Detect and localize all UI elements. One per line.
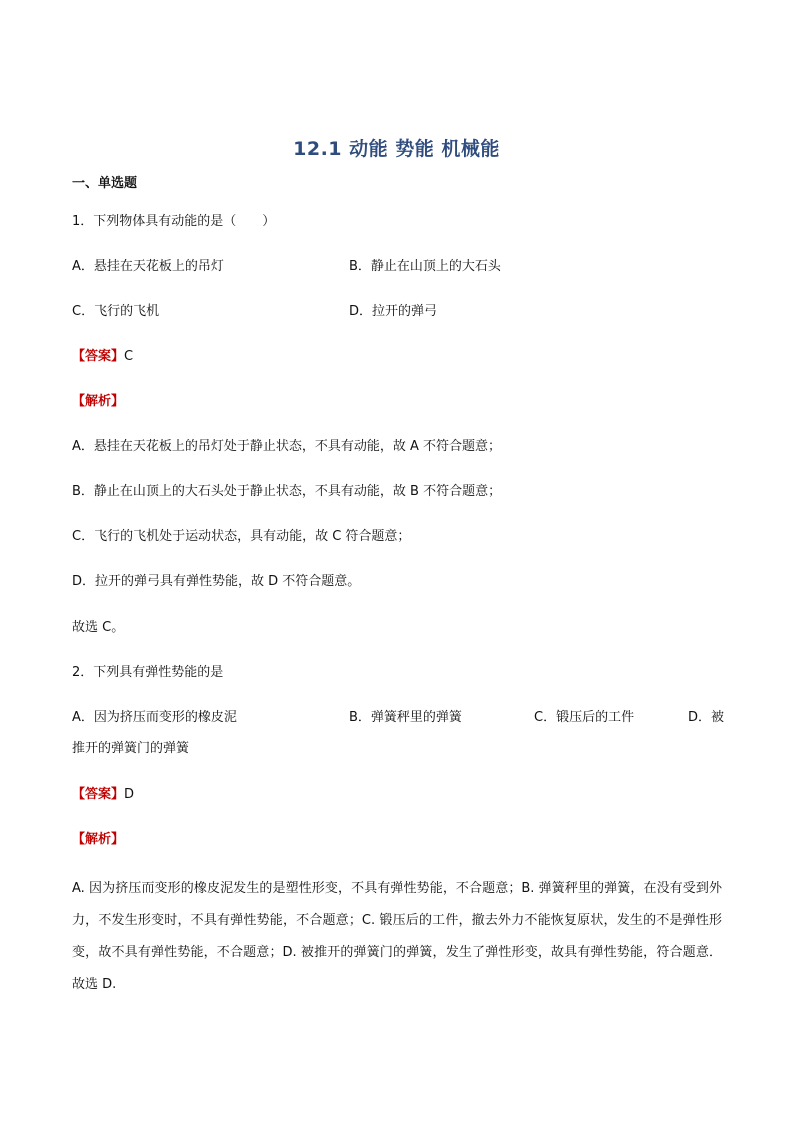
question-2-option-d-continued: 推开的弹簧门的弹簧 xyxy=(72,741,190,756)
question-2-analysis-heading xyxy=(72,831,124,849)
question-1-analysis-line: B．静止在山顶上的大石头处于静止状态，不具有动能，故 B 不符合题意； xyxy=(72,484,502,499)
section-heading: 一、单选题 xyxy=(72,176,138,191)
page-title: 12.1 动能 势能 机械能 xyxy=(293,138,500,160)
question-2-stem: 2．下列具有弹性势能的是 xyxy=(72,665,224,680)
question-1-analysis-line: C．飞行的飞机处于运动状态，具有动能，故 C 符合题意； xyxy=(72,529,411,544)
analysis-label: 【解析】 xyxy=(72,832,125,847)
question-1-option-b: B．静止在山顶上的大石头 xyxy=(349,259,501,274)
question-1-analysis-line: A．悬挂在天花板上的吊灯处于静止状态，不具有动能，故 A 不符合题意； xyxy=(72,439,502,454)
analysis-label: 【解析】 xyxy=(72,394,125,409)
answer-label: 【答案】 xyxy=(72,787,125,802)
question-2-option-c: C．锻压后的工件 xyxy=(534,710,635,725)
question-2-option-b: B．弹簧秤里的弹簧 xyxy=(349,710,462,725)
answer-label: 【答案】 xyxy=(72,349,125,364)
question-2-option-d: D．被 xyxy=(688,710,725,725)
question-2-option-a: A．因为挤压而变形的橡皮泥 xyxy=(72,710,237,725)
question-2-answer xyxy=(72,786,134,804)
question-1-answer xyxy=(72,348,133,366)
question-2-analysis-paragraph: A. 因为挤压而变形的橡皮泥发生的是塑性形变，不具有弹性势能，不合题意；B. 弹簧秤里的弹簧，在没有受到外力，不发生形变时，不具有弹性势能，不合题意；C. 锻压后的工件，撤去外力不能恢复原状，发生的不是弹性形变，故不具有弹性势能，不合题意；D. 被推开的弹簧门的弹簧，发生了弹性形变，故具有弹性势能，符合题意．故选 D. xyxy=(72,881,722,992)
question-1-conclusion: 故选 C。 xyxy=(72,620,125,635)
question-1-option-a: A．悬挂在天花板上的吊灯 xyxy=(72,259,224,274)
question-1-option-d: D．拉开的弹弓 xyxy=(349,304,438,319)
question-1-option-c: C．飞行的飞机 xyxy=(72,304,160,319)
question-1-stem: 1．下列物体具有动能的是（ ） xyxy=(72,214,276,229)
answer-value: C xyxy=(124,349,134,364)
question-1-analysis-heading xyxy=(72,393,124,411)
question-1-analysis-line: D．拉开的弹弓具有弹性势能，故 D 不符合题意。 xyxy=(72,574,361,589)
answer-value: D xyxy=(124,787,135,802)
